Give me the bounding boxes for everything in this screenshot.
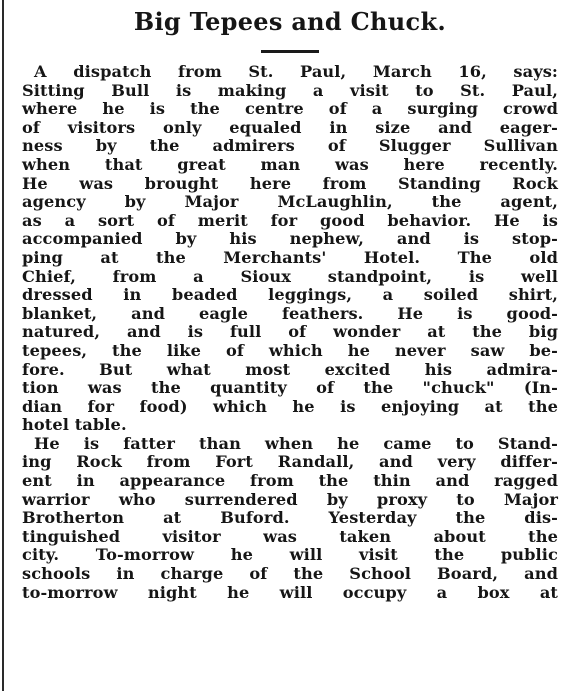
text-line: blanket, and eagle feathers. He is good- [22,303,558,323]
text-line: accompanied by his nephew, and is stop- [22,229,558,249]
newspaper-article [22,0,558,602]
text-line: He is fatter than when he came to Stand- [34,433,558,453]
text-line: Brotherton at Buford. Yesterday the dis- [22,508,558,528]
text-line: Sitting Bull is making a visit to St. Paul, [22,80,558,100]
text-line: dressed in beaded leggings, a soiled shirt, [22,285,558,305]
text-line: fore. But what most excited his admira- [22,359,558,379]
text-line: tion was the quantity of the "chuck" (In- [22,378,558,398]
text-line: ness by the admirers of Slugger Sullivan [22,136,558,156]
text-line: where he is the centre of a surging crowd [22,99,558,119]
headline-divider [261,50,319,53]
text-line: natured, and is full of wonder at the big [22,322,558,342]
text-line: to-morrow night he will occupy a box at [22,582,558,602]
headline: Big Tepees and Chuck. [133,7,447,36]
text-line: Chief, from a Sioux standpoint, is well [22,266,558,286]
text-line: hotel table. [22,415,127,435]
text-line: city. To-morrow he will visit the public [22,545,558,565]
text-line: ping at the Merchants' Hotel. The old [22,247,558,267]
text-line: as a sort of merit for good behavior. He is [22,210,558,230]
text-line: tinguished visitor was taken about the [22,526,558,546]
article-body [22,63,558,602]
text-line: warrior who surrendered by proxy to Major [22,489,558,509]
column-rule [2,0,4,691]
text-line: ing Rock from Fort Randall, and very differ- [22,452,558,472]
text-line: when that great man was here recently. [22,154,558,174]
text-line: ent in appearance from the thin and ragged [22,471,558,491]
text-line: schools in charge of the School Board, and [22,564,558,584]
text-line: of visitors only equaled in size and eager- [22,117,558,137]
text-line: He was brought here from Standing Rock [22,173,558,193]
text-line: dian for food) which he is enjoying at the [22,396,558,416]
paragraph-2 [22,435,558,602]
text-line: tepees, the like of which he never saw be- [22,340,558,360]
text-line: A dispatch from St. Paul, March 16, says: [34,62,558,81]
text-line: agency by Major McLaughlin, the agent, [22,192,558,212]
paragraph-1 [22,63,558,435]
